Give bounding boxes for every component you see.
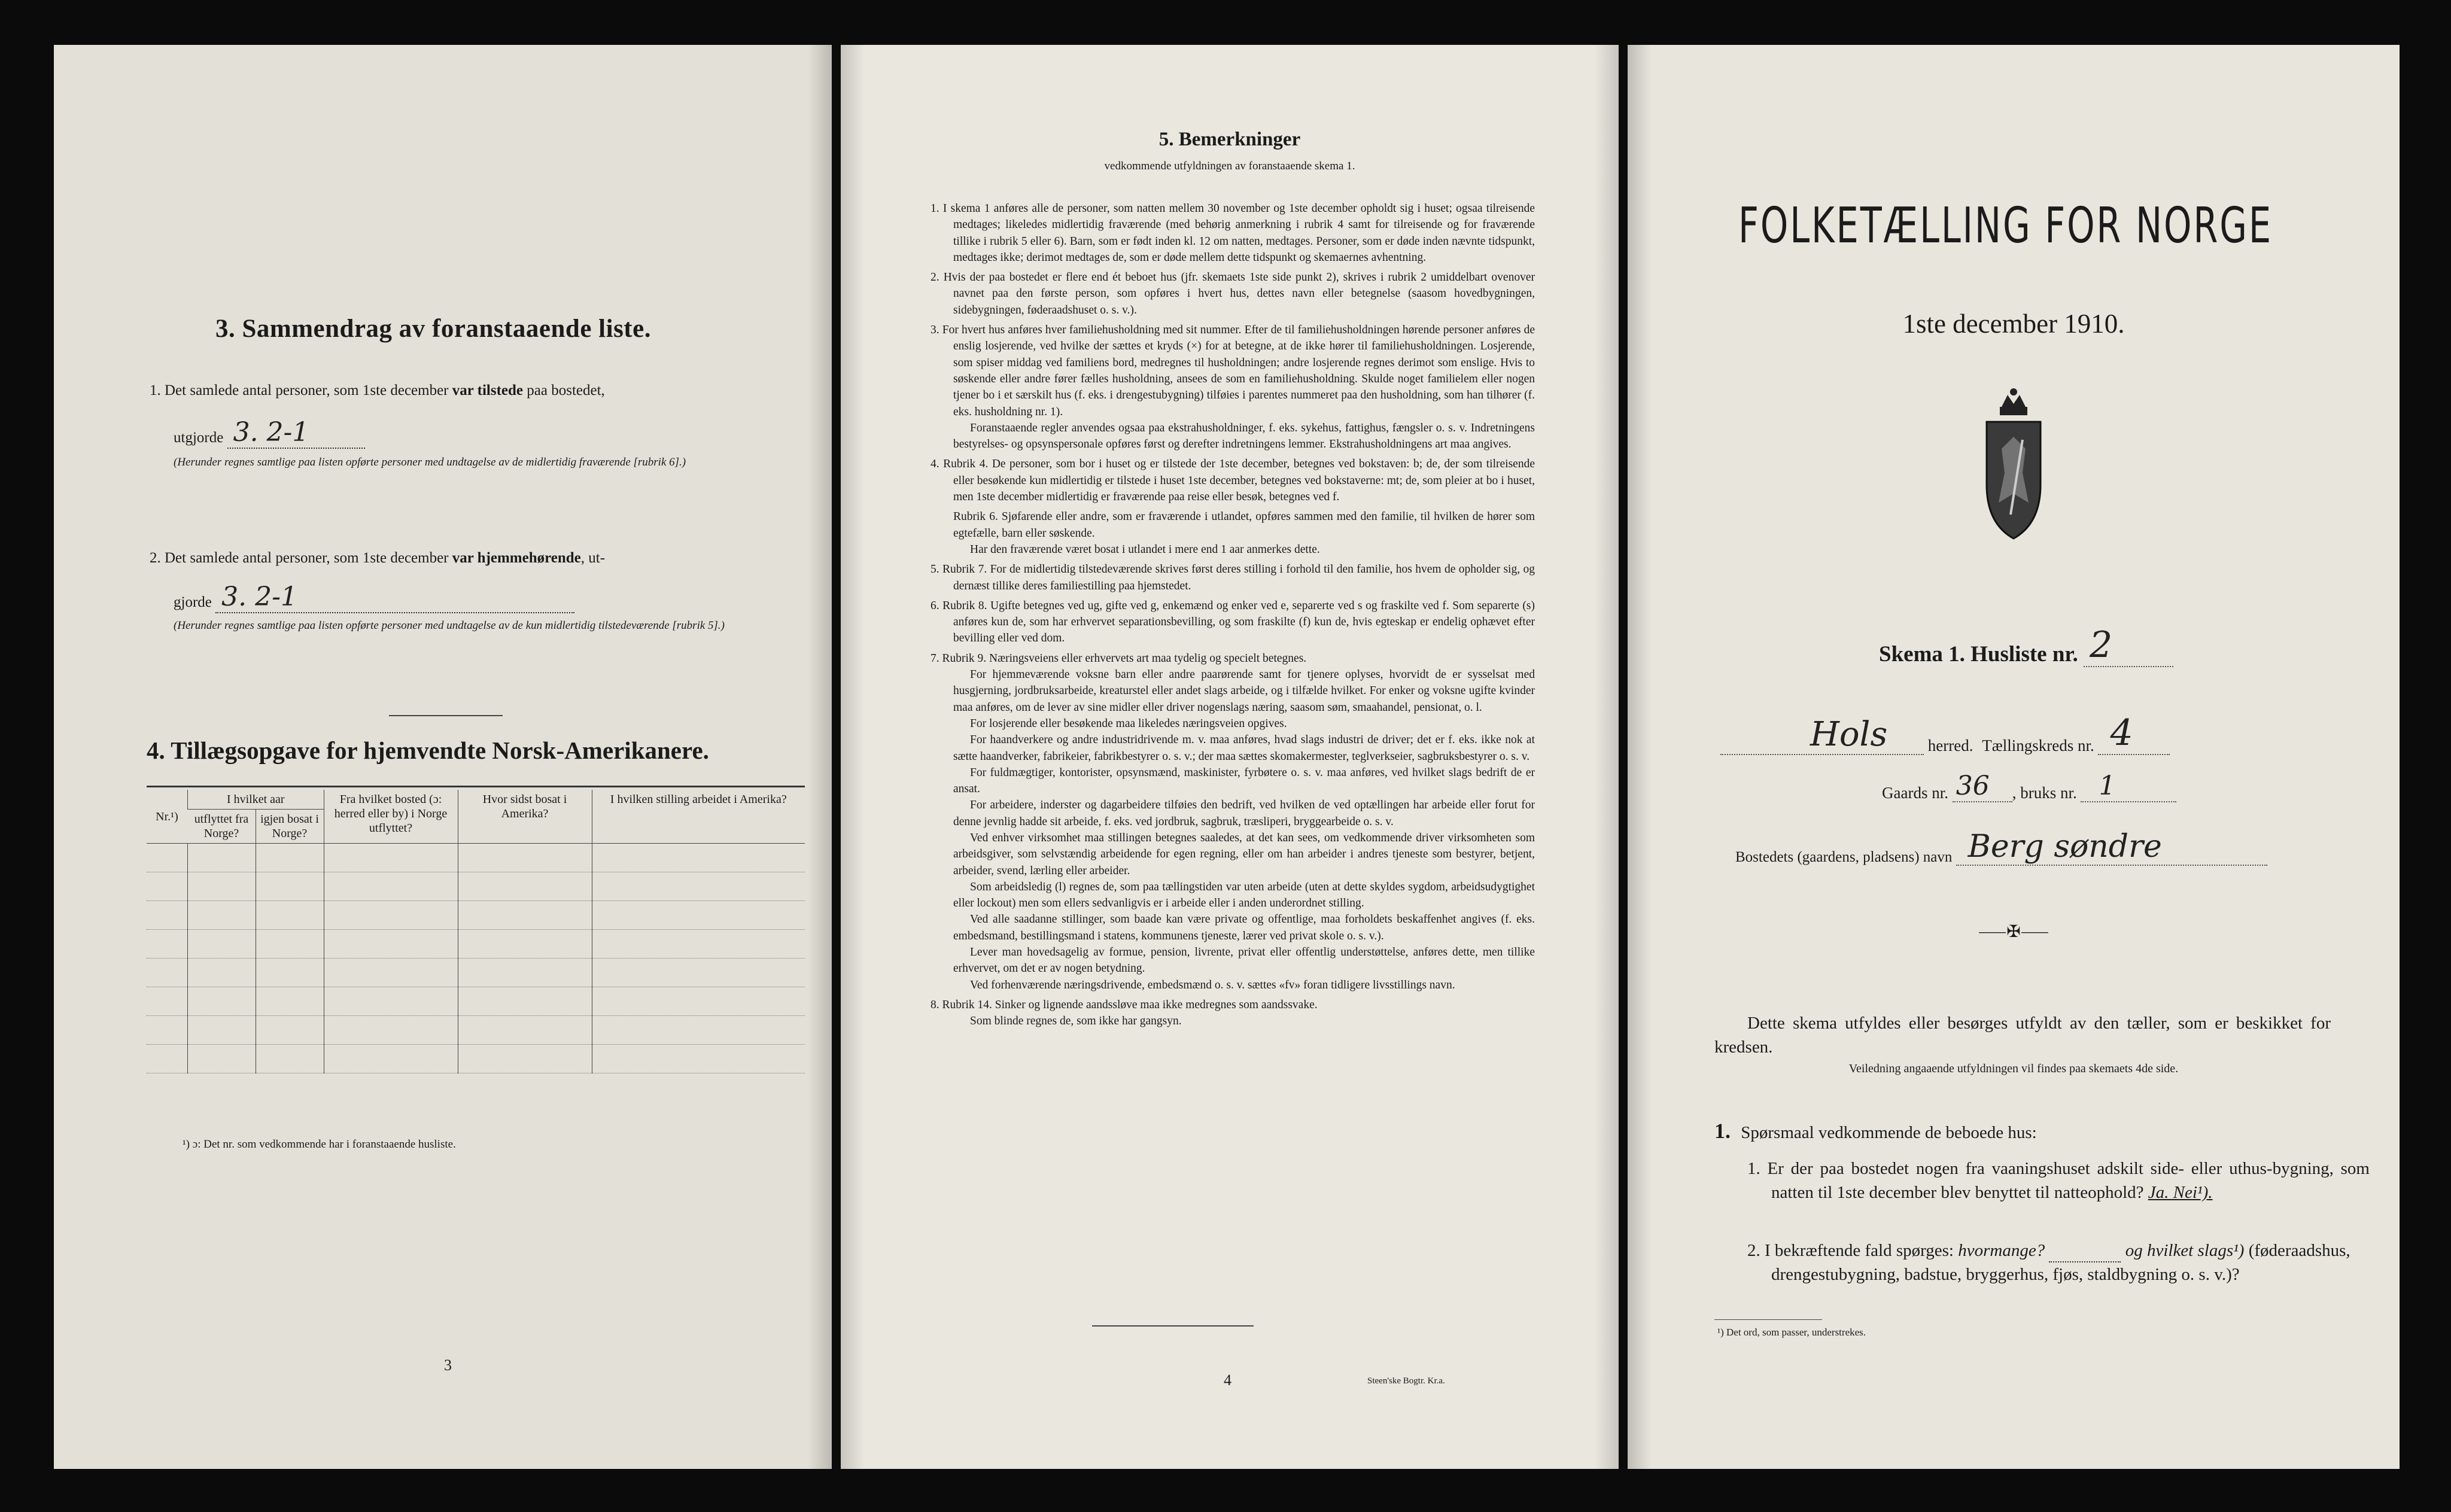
table-cell[interactable] [147,930,188,959]
section-4-heading: 4. Tillægsopgave for hjemvendte Norsk-Amerikanere. [147,737,709,764]
bruks-value: 1 [2099,771,2116,801]
remark-paragraph: Ved alle saadanne stillinger, som baade kan være private og offentlige, maa forholdets beskaffenhet angives (f. eks. embedsmand, bestillingsmand i statens, kommunens tjeneste, lærer ved privat skole o. s. v.). [953,913,1535,942]
item1-utgjorde-row [174,417,365,449]
guidance-text: Veiledning angaaende utfyldningen vil findes paa skemaets 4de side. [1848,1062,2179,1075]
table-cell[interactable] [324,987,458,1016]
q1-heading: Spørsmaal vedkommende de beboede hus: [1741,1123,2037,1142]
item1-utgjorde-label: utgjorde [174,430,224,446]
remark-paragraph: Lever man hovedsagelig av formue, pension, livrente, privat eller offentlig understøttelse, anføres dette, men tillike erhvervet, om det er av nogen betydning. [953,946,1535,975]
col-utflyttet-header: utflyttet fra Norge? [188,810,256,844]
item2-utgjorde-label: gjorde [174,594,212,610]
table-cell[interactable] [324,872,458,901]
coat-of-arms-icon [1969,383,2058,547]
herred-label: herred. [1927,737,1973,755]
item1-note: (Herunder regnes samtlige paa listen opførte personer med undtagelse av de midlertidig fraværende [rubrik 6].) [174,456,686,468]
table-cell[interactable] [256,1045,324,1073]
table-cell[interactable] [147,872,188,901]
q1-2-hvormange: hvormange? [1958,1241,2045,1260]
item1-text-a: 1. Det samlede antal personer, som 1ste december [150,382,452,398]
printer-credit: Steen'ske Bogtr. Kr.a. [1367,1376,1445,1386]
table-row [147,987,805,1016]
page-fold-shadow [1628,45,1652,1469]
table-cell[interactable] [188,987,256,1016]
bosted-row [1735,829,2267,866]
remark-paragraph: For haandverkere og andre industridrivende m. v. maa anføres, hvad slags industri de driver; det er f. eks. ikke nok at sætte haandverker, fabrikeier, fabrikbestyrer o. s. v.; der maa sættes skomakermester, teglverkseier, sagbruksbestyrer o. s. v. [953,734,1535,763]
question-1-2 [1747,1239,2370,1286]
page-fold-shadow [808,45,832,1469]
table-cell[interactable] [592,1045,805,1073]
summary-item-2 [150,547,808,569]
bosted-field[interactable] [1956,829,2267,866]
remark-paragraph: Foranstaaende regler anvendes ogsaa paa ekstrahusholdninger, f. eks. sykehus, fattighus, fængsler o. s. v. Indretningens bestyrelses- og opsynspersonale opføres først og derefter indretningens lemmer. Ekstrahusholdningens art maa angives. [953,421,1535,451]
page-fold-shadow [841,45,865,1469]
item1-text-bold: var tilstede [452,382,524,398]
right-page [1628,45,2400,1469]
kreds-field[interactable] [2098,712,2170,755]
remark-paragraph: Ved enhver virksomhet maa stillingen betegnes saaledes, at det kan sees, om vedkommende driver virksomheten som arbeidsgiver, som selvstændig arbeidende for egen regning, eller om han arbeider i andres tjeneste som bestyrer, betjent, arbeider, svend, lærling eller arbeider. [953,831,1535,877]
q1-2-hvilket-slags: og hvilket slags¹) [2125,1241,2245,1260]
bruks-field[interactable] [2081,771,2176,802]
table-cell[interactable] [147,959,188,987]
remark-paragraph: For arbeidere, inderster og dagarbeidere tilføies den bedrift, ved hvilken de ved optællingen har arbeide eller forut for denne jevnlig hadde sit arbeide, f. eks. ved jordbruk, sagbruk, træsliperi, bryggearbeide o. s. v. [953,799,1535,828]
form-title: FOLKETÆLLING FOR NORGE [1738,197,2273,254]
section-divider [389,715,503,716]
left-page [54,45,832,1469]
herred-field[interactable] [1720,715,1924,755]
remarks-end-rule [1092,1325,1254,1327]
herred-row [1720,712,2170,755]
remarks-subheading: vedkommende utfyldningen av foranstaaende skema 1. [1104,160,1355,172]
remark-paragraph: Rubrik 6. Sjøfarende eller andre, som er fraværende i utlandet, opføres sammen med den familie, til hvilken de hører som egtefælle, barn eller søskende. [953,510,1535,540]
remark-paragraph: 4. Rubrik 4. De personer, som bor i huset og er tilstede der 1ste december, betegnes ved bokstaven: b; de, der som tilreisende eller besøkende kun midlertidig er tilstede i huset 1ste december, betegnes ved bokstaverne: mt; de, som pleier at bo i huset, men 1ste december midlertidig er fraværende paa reise eller besøk, betegnes ved f. [930,458,1535,504]
gaards-label: Gaards nr. [1882,784,1948,802]
remark-paragraph: 2. Hvis der paa bostedet er flere end ét beboet hus (jfr. skemaets 1ste side punkt 2), skrives i rubrik 2 umiddelbart ovenover navnet paa den første person, som opføres i hvert hus, dettes navn eller betegnelse (saasom hovedbygningen, sidebygningen, føderaadshuset o. s. v.). [930,271,1535,317]
item2-handwritten-count: 3. 2-1 [221,582,297,612]
item2-text-bold: var hjemmehørende [452,550,581,566]
table-cell[interactable] [256,844,324,872]
table-cell[interactable] [592,1016,805,1045]
table-top-rule [147,786,805,787]
table-cell[interactable] [256,959,324,987]
table-cell[interactable] [324,959,458,987]
remark-paragraph: 8. Rubrik 14. Sinker og lignende aandssløve maa ikke medregnes som aandssvake. [930,998,1318,1011]
table-cell[interactable] [458,930,592,959]
col-group-aar-header: I hvilket aar [188,790,324,810]
table-cell[interactable] [147,987,188,1016]
section-3-heading: 3. Sammendrag av foranstaaende liste. [215,315,651,343]
table-row [147,901,805,930]
item1-count-field[interactable] [227,417,365,449]
bosted-value: Berg søndre [1968,829,2162,865]
table-cell[interactable] [324,1045,458,1073]
table-row [147,959,805,987]
page-number: 3 [444,1356,452,1374]
item2-utgjorde-row [174,582,574,613]
col-nr-header: Nr.¹) [147,790,188,844]
table-cell[interactable] [147,1016,188,1045]
q1-1-text: 1. Er der paa bostedet nogen fra vaaningshuset adskilt side- eller uthus-bygning, som natten til 1ste december blev benyttet til natteophold? [1747,1159,2370,1202]
q1-2-hvormange-field[interactable] [2049,1261,2121,1262]
table-row [147,1016,805,1045]
bruks-label: bruks nr. [2020,784,2077,802]
table-cell[interactable] [188,901,256,930]
census-date: 1ste december 1910. [1902,309,2125,339]
page-fold-shadow [1595,45,1619,1469]
remark-paragraph: 1. I skema 1 anføres alle de personer, som natten mellem 30 november og 1ste december opholdt sig i huset; ogsaa tilreisende medtages; likeledes midlertidig fraværende (med behørig anmerkning i rubrik 4 samt for tilreisende og for fraværende tillike i rubrik 5 eller 6). Barn, som er født inden kl. 12 om natten, medtages. Personer, som er døde inden nævnte tidspunkt, medtages ikke; derimot medtages de, som er døde mellem dette tidspunkt og skemaernes avhentning. [930,202,1535,264]
ornament-divider: ⸺✠⸺ [1978,923,2049,941]
remark-paragraph: Som blinde regnes de, som ikke har gangsyn. [970,1015,1182,1028]
remark-paragraph: 7. Rubrik 9. Næringsveiens eller erhvervets art maa tydelig og specielt betegnes. [930,652,1307,665]
kreds-value: 4 [2110,712,2133,754]
table-cell[interactable] [188,1045,256,1073]
table-row [147,930,805,959]
middle-page [841,45,1619,1469]
table-cell[interactable] [592,987,805,1016]
item1-text-b: paa bostedet, [523,382,605,398]
table-cell[interactable] [458,1016,592,1045]
item2-note: (Herunder regnes samtlige paa listen opførte personer med undtagelse av de kun midlertidig tilstedeværende [rubrik 5].) [174,619,725,632]
table-cell[interactable] [592,872,805,901]
table-cell[interactable] [147,901,188,930]
col-stilling-header: I hvilken stilling arbeidet i Amerika? [592,790,805,844]
husliste-nr-field[interactable] [2084,624,2173,667]
table-cell[interactable] [188,930,256,959]
table-cell[interactable] [458,959,592,987]
col-igjen-bosat-header: igjen bosat i Norge? [256,810,324,844]
page-number: 4 [1224,1371,1231,1389]
col-amerika-bosat-header: Hvor sidst bosat i Amerika? [458,790,592,844]
kreds-label: Tællingskreds nr. [1982,737,2094,755]
table-cell[interactable] [458,1045,592,1073]
q1-1-answer[interactable]: Ja. Nei¹). [2148,1183,2213,1202]
table-cell[interactable] [458,901,592,930]
table-cell[interactable] [256,1016,324,1045]
table-cell[interactable] [592,844,805,872]
table-cell[interactable] [324,930,458,959]
remarks-body [930,200,1535,1030]
table-row [147,844,805,872]
remark-paragraph: Ved forhenværende næringsdrivende, embedsmænd o. s. v. sættes «fv» foran tidligere livsstillings navn. [970,978,1455,991]
remark-paragraph: Har den fraværende været bosat i utlandet i mere end 1 aar anmerkes dette. [970,543,1320,556]
footnote-rule [1714,1319,1822,1320]
question-1-heading-row [1714,1119,2037,1145]
summary-item-1 [150,380,808,401]
husliste-nr-value: 2 [2089,624,2113,666]
table-row [147,872,805,901]
table-cell[interactable] [458,872,592,901]
table-row [147,1045,805,1073]
question-1-1 [1747,1157,2370,1204]
table-cell[interactable] [188,959,256,987]
table-cell[interactable] [256,872,324,901]
remark-paragraph: 5. Rubrik 7. For de midlertidig tilstedeværende skrives først deres stilling i forhold til den familie, hos hvem de opholder sig, og dernæst tillike deres familiestilling paa hjemstedet. [930,563,1535,592]
remark-paragraph: 6. Rubrik 8. Ugifte betegnes ved ug, gifte ved g, enkemænd og enker ved e, separerte ved s og fraskilte ved f. Som separerte (s) anføres kun de, som har erhvervet separationsbevilling, og som fraskilte (f) kun de, hvis egteskap er endelig ophævet efter bevilling eller ved dom. [930,599,1535,645]
table-cell[interactable] [256,987,324,1016]
q1-2-text-a: 2. I bekræftende fald spørges: [1747,1241,1954,1260]
col-fra-bosted-header: Fra hvilket bosted (ɔ: herred eller by) i Norge utflyttet? [324,790,458,844]
remark-paragraph: Som arbeidsledig (l) regnes de, som paa tællingstiden var uten arbeide (uten at dette skyldes sygdom, arbeidsudygtighet eller lockout) men som ellers sedvanligvis er i arbeide eller i anden underordnet stilling. [953,880,1535,910]
remark-paragraph: 3. For hvert hus anføres hver familiehusholdning med sit nummer. Efter de til familiehusholdningen hørende personer anføres de enslig losjerende, ved hvilke der sættes et kryds (×) for at betegne, at de ikke hører til familiehusholdningen. Losjerende, som spiser middag ved familiens bord, medregnes til husholdningen; andre losjerende regnes derimot som enslige. Hvis to søskende eller andre fører fælles husholdning, ansees de som en familiehusholdning. Skulde noget familielem eller nogen tjener bo i et særskilt hus (f. eks. i drengestubygning) tilføies i parentes nummeret paa den husholdning, som han tilhører (f. eks. husholdning nr. 1). [930,324,1535,418]
remark-paragraph: For fuldmægtiger, kontorister, opsynsmænd, maskinister, fyrbøtere o. s. v. maa anføres, ved hvilket slags bedrift de er ansat. [953,766,1535,796]
gaards-field[interactable] [1953,771,2012,802]
q1-2-text-d: (føderaadshus, drengestubygning, badstue, bryggerhus, fjøs, staldbygning o. s. v.)? [1771,1241,2350,1284]
remark-paragraph: For losjerende eller besøkende maa likeledes næringsveien opgives. [970,717,1287,730]
item1-handwritten-count: 3. 2-1 [233,417,309,448]
table-cell[interactable] [592,930,805,959]
table-header-row [147,790,805,810]
table-cell[interactable] [147,844,188,872]
q1-number: 1. [1714,1119,1731,1143]
item2-text-b: , ut- [580,550,606,566]
remark-paragraph: For hjemmeværende voksne barn eller andre paarørende samt for tjenere oplyses, hvorvidt de er sysselsat med husgjerning, jordbruksarbeide, kreaturstel eller andet slags arbeide, og i tilfælde hvilket. For enker og voksne ugifte kvinder maa anføres, om de lever av sine midler eller driver nogenslags næring, saasom søm, smaahandel, pensionat, o. l. [953,668,1535,714]
table-cell[interactable] [324,1016,458,1045]
skema-label: Skema 1. Husliste nr. [1879,642,2078,667]
item2-count-field[interactable] [215,582,574,613]
intro-text: Dette skema utfyldes eller besørges utfyldt av den tæller, som er beskikket for kredsen. [1714,1014,2331,1057]
table-cell[interactable] [188,844,256,872]
table-cell[interactable] [458,844,592,872]
table-cell[interactable] [324,844,458,872]
table-cell[interactable] [147,1045,188,1073]
table-cell[interactable] [256,901,324,930]
herred-value: Hols [1810,715,1888,754]
norsk-amerikanere-table [147,790,805,1073]
table-cell[interactable] [458,987,592,1016]
table-cell[interactable] [324,901,458,930]
remarks-heading: 5. Bemerkninger [1158,129,1301,150]
gaards-value: 36 [1956,771,1990,801]
bosted-label: Bostedets (gaardens, pladsens) navn [1735,849,1953,865]
table-cell[interactable] [592,901,805,930]
footnote: ¹) Det ord, som passer, understrekes. [1717,1327,1866,1338]
skema-row [1879,624,2173,667]
table-cell[interactable] [188,1016,256,1045]
table-cell[interactable] [188,872,256,901]
item2-text-a: 2. Det samlede antal personer, som 1ste december [150,550,452,566]
gaards-row: Gaards nr. 36 , bruks nr. 1 [1882,771,2176,802]
table-footnote: ¹) ɔ: Det nr. som vedkommende har i foranstaaende husliste. [183,1138,456,1151]
table-cell[interactable] [256,930,324,959]
table-cell[interactable] [592,959,805,987]
